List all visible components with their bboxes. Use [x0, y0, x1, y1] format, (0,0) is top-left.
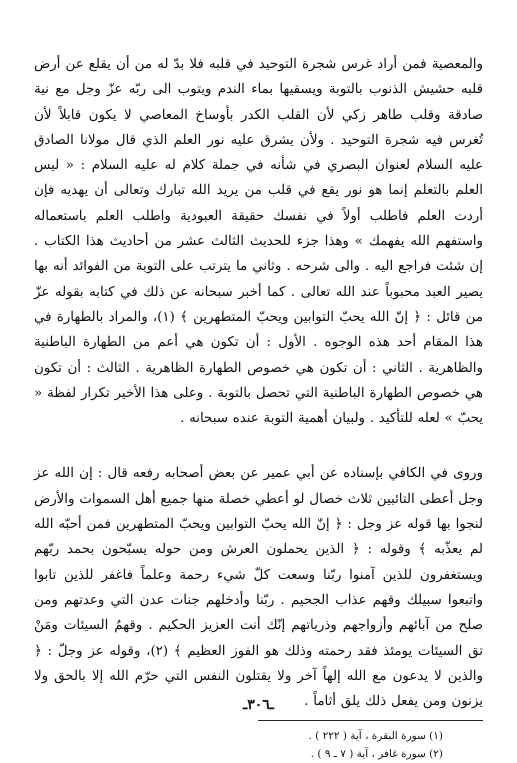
body-paragraph: وروى في الكافي بإسناده عن أبي عمير عن بعض أصحابه رفعه قال : إن الله عز وجل أعطى التائبين ثلاث خصال لو أعطي خصلة منها جميع أهل السموات والأرض لنجوا بها قوله عز وجل : ﴿ إنّ الله يحبّ التوابين ويحبّ المتطهرين فمن أحبّه الله لم يعذّبه ﴾ وقوله : ﴿ الذين يحملون العرش ومن حوله يسبّحون بحمد ربّهم ويستغفرون للذين آمنوا ربّنا وسعت كلّ شيء رحمة وعلماً فاغفر للذين تابوا واتبعوا سبيلك وقهم عذاب الجحيم . ربّنا وأدخلهم جنات عدن التي وعدتهم ومن صلح من آبائهم وأزواجهم وذرياتهم إنّك أنت العزيز الحكيم . وقهمُ السيئات ومَنْ تق السيئات يومئذ فقد رحمته وذلك هو الفوز العظيم ﴾ (٢)، وقوله عز وجلّ : ﴿ والذين لا يدعون مع الله إلهاً آخر ولا يقتلون النفس التي حرّم الله إلا بالحق ولا يزنون ومن يفعل ذلك يلق أثاماً . — [34, 466, 483, 710]
footnote: (٢) سورة غافر ، آية ( ٧ ـ ٩ ) . — [310, 748, 443, 761]
footnote-separator — [258, 720, 483, 721]
body-paragraph: والمعصية فمن أراد غرس شجرة التوحيد في قلبه فلا بدّ له من أن يقلع عن أرض قلبه حشيش الذنوب بالتوبة ويسقيها بماء الندم ويتوب الى ربّه عزّ وجل مع نية صادقة وقلب طاهر زكي لأن القلب الكدر بأوساخ المعاصي لا يكون قابلاً لأن تُغرس فيه شجرة التوحيد . ولأن يشرق عليه نور العلم الذي قال مولانا الصادق عليه السلام لعنوان البصري في شأنه في جملة كلام له عليه السلام : « ليس العلم بالتعلم إنما هو نور يقع في قلب من يريد الله تبارك وتعالى أن يهديه فإن أردت العلم فاطلب أولاً في نفسك حقيقة العبودية واطلب العلم باستعماله واستفهم الله يفهمك » وهذا جزء للحديث الثالث عشر من أحاديث هذا الكتاب . إن شئت فراجع اليه . والى شرحه . وثاني ما يترتب على التوبة من الفوائد أنه بها يصير العبد محبوباً عند الله تعالى . كما أخبر سبحانه عن ذلك في كتابه بقوله عزّ من قائل : ﴿ إنّ الله يحبّ التوابين ويحبّ المتطهرين ﴾ (١)، والمراد بالطهارة في هذا المقام أحد هذه الوجوه . الأول : أن تكون هي أعم من الطهارة الباطنية والظاهرية . الثاني : أن تكون هي خصوص الطهارة الظاهرية . الثالث : أن تكون هي خصوص الطهارة الباطنية التي تحصل بالتوبة . وعلى هذا الأخير تكرار لفظة « يحبّ » لعله للتأكيد . ولبيان أهمية التوبة عنده سبحانه . — [34, 57, 483, 427]
footnotes — [34, 727, 483, 763]
page-number: ـ٣٠٦ـ — [243, 697, 274, 713]
footnote: (١) سورة البقرة ، آية ( ٢٢٢ ) . — [308, 730, 443, 743]
